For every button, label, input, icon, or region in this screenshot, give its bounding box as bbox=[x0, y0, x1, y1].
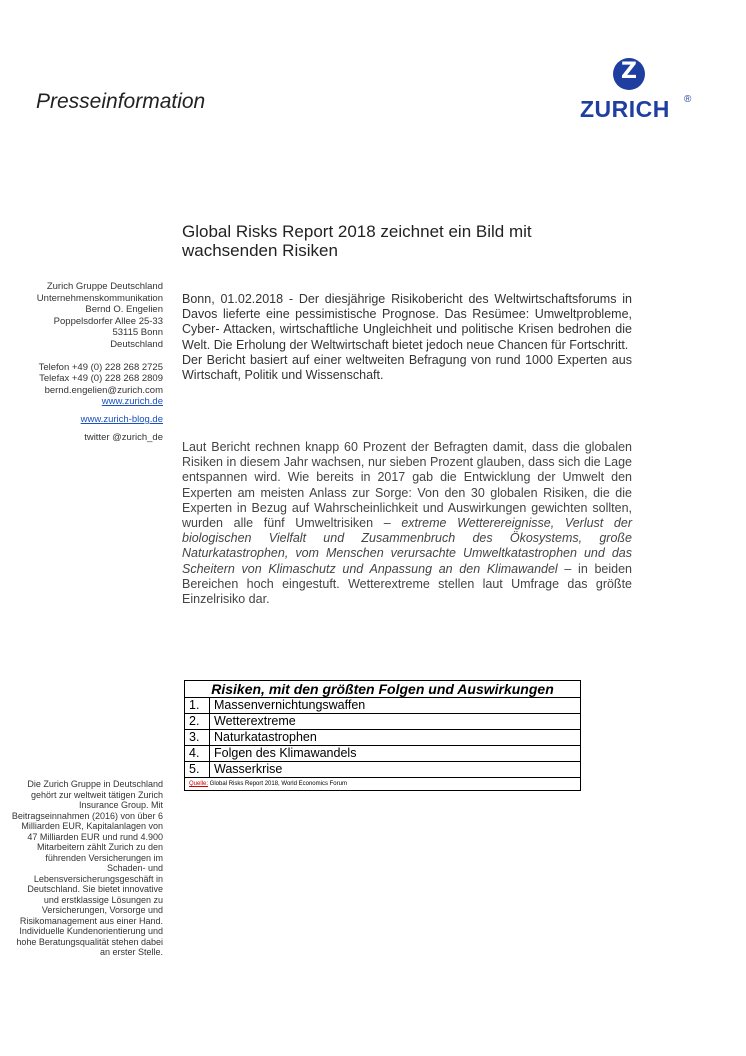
table-row: 2. Wetterextreme bbox=[185, 714, 581, 730]
registered-mark: ® bbox=[684, 94, 692, 105]
table-title: Risiken, mit den größten Folgen und Auswirkungen bbox=[185, 681, 581, 698]
table-source: Quelle: Global Risks Report 2018, World Economics Forum bbox=[185, 778, 581, 791]
intro-text-2: Der Bericht basiert auf einer weltweiten Befragung von rund 1000 Experten aus Wirtschaft, Politik und Wissenschaft. bbox=[182, 352, 632, 383]
contact-line: Zurich Gruppe Deutschland bbox=[46, 281, 163, 292]
zurich-logo bbox=[580, 58, 700, 132]
environmental-risks-list: extreme Wetterereignisse, Verlust der biologischen Vielfalt und Zusammenbruch des Ökosystems, große Naturkatastrophen, vom Menschen verursachte Umweltkatastrophen und das Scheitern von Klimaschutz und Anpassung an den Klimawandel bbox=[182, 516, 632, 576]
contact-email[interactable]: bernd.engelien@zurich.com bbox=[44, 384, 163, 396]
intro-text: Bonn, 01.02.2018 - Der diesjährige Risikobericht des Weltwirtschaftsforums in Davos lieferte eine pessimistische Prognose. Das Resümee: Umweltprobleme, Cyber- Attacken, wirtschaftliche Ungleichheit und politische Krisen bedrohen die Welt. Die Erholung der Weltwirtschaft bietet jedoch neue Chancen für Fortschritt. bbox=[182, 292, 632, 352]
headline: Global Risks Report 2018 zeichnet ein Bild mit wachsenden Risiken bbox=[182, 222, 532, 260]
about-zurich: Die Zurich Gruppe in Deutschland gehört zur weltweit tätigen Zurich Insurance Group. Mit Beitragseinnahmen (2016) von über 6 Milliarden EUR, Kapitalanlagen von 47 Milliarden EUR und rund 4.900 Mitarbeitern zählt Zurich zu den führenden Versicherungen im Schaden- und Lebensversicherungsgeschäft in Deutschland. Sie bietet innovative und erstklassige Lösungen zu Versicherungen, Vorsorge und Risikomanagement aus einer Hand. Individuelle Kundenorientierung und hohe Beratungsqualität stehen dabei an erster Stelle. bbox=[11, 779, 163, 957]
contact-line: Deutschland bbox=[110, 338, 163, 350]
contact-line: Poppelsdorfer Allee 25-33 bbox=[53, 315, 163, 327]
table-row: 3. Naturkatastrophen bbox=[185, 730, 581, 746]
table-row: 1. Massenvernichtungswaffen bbox=[185, 698, 581, 714]
website-link[interactable]: www.zurich.de bbox=[101, 396, 163, 408]
contact-fax: Telefax +49 (0) 228 268 2809 bbox=[39, 373, 163, 385]
blog-link[interactable]: www.zurich-blog.de bbox=[80, 413, 163, 425]
contact-phone: Telefon +49 (0) 228 268 2725 bbox=[38, 361, 163, 373]
details-paragraph: Laut Bericht rechnen knapp 60 Prozent der Befragten damit, dass die globalen Risiken in diesem Jahr wachsen, nur sieben Prozent glauben, dass sich die Lage entspannen wird. Wie bereits in 2017 gab die Entwicklung der Umwelt den Experten am meisten Anlass zur Sorge: Von den 30 globalen Risiken, die die Experten in Bezug auf Wahrscheinlichkeit und Auswirkungen gewichten sollten, wurden alle fünf Umweltrisiken – extreme Wetterereignisse, Verlust der biologischen Vielfalt und Zusammenbruch des Ökosystems, große Naturkatastrophen, vom Menschen verursachte Umweltkatastrophen und das Scheitern von Klimaschutz und Anpassung an den Klimawandel – in beiden Bereichen hoch eingestuft. Wetterextreme stellen laut Umfrage das größte Einzelrisiko dar. bbox=[182, 440, 632, 607]
zurich-logo-mark: Z bbox=[613, 58, 645, 90]
risks-table bbox=[184, 680, 581, 791]
table-row: 5. Wasserkrise bbox=[185, 762, 581, 778]
intro-paragraph bbox=[182, 292, 632, 383]
page-title: Presseinformation bbox=[36, 90, 206, 113]
contact-block bbox=[10, 281, 163, 443]
contact-line: 53115 Bonn bbox=[112, 327, 163, 339]
table-row: 4. Folgen des Klimawandels bbox=[185, 746, 581, 762]
contact-line: Unternehmenskommunikation bbox=[36, 292, 163, 304]
zurich-logo-word: ZURICH bbox=[580, 96, 670, 122]
contact-line: Bernd O. Engelien bbox=[85, 304, 163, 316]
twitter-handle: twitter @zurich_de bbox=[84, 431, 163, 443]
